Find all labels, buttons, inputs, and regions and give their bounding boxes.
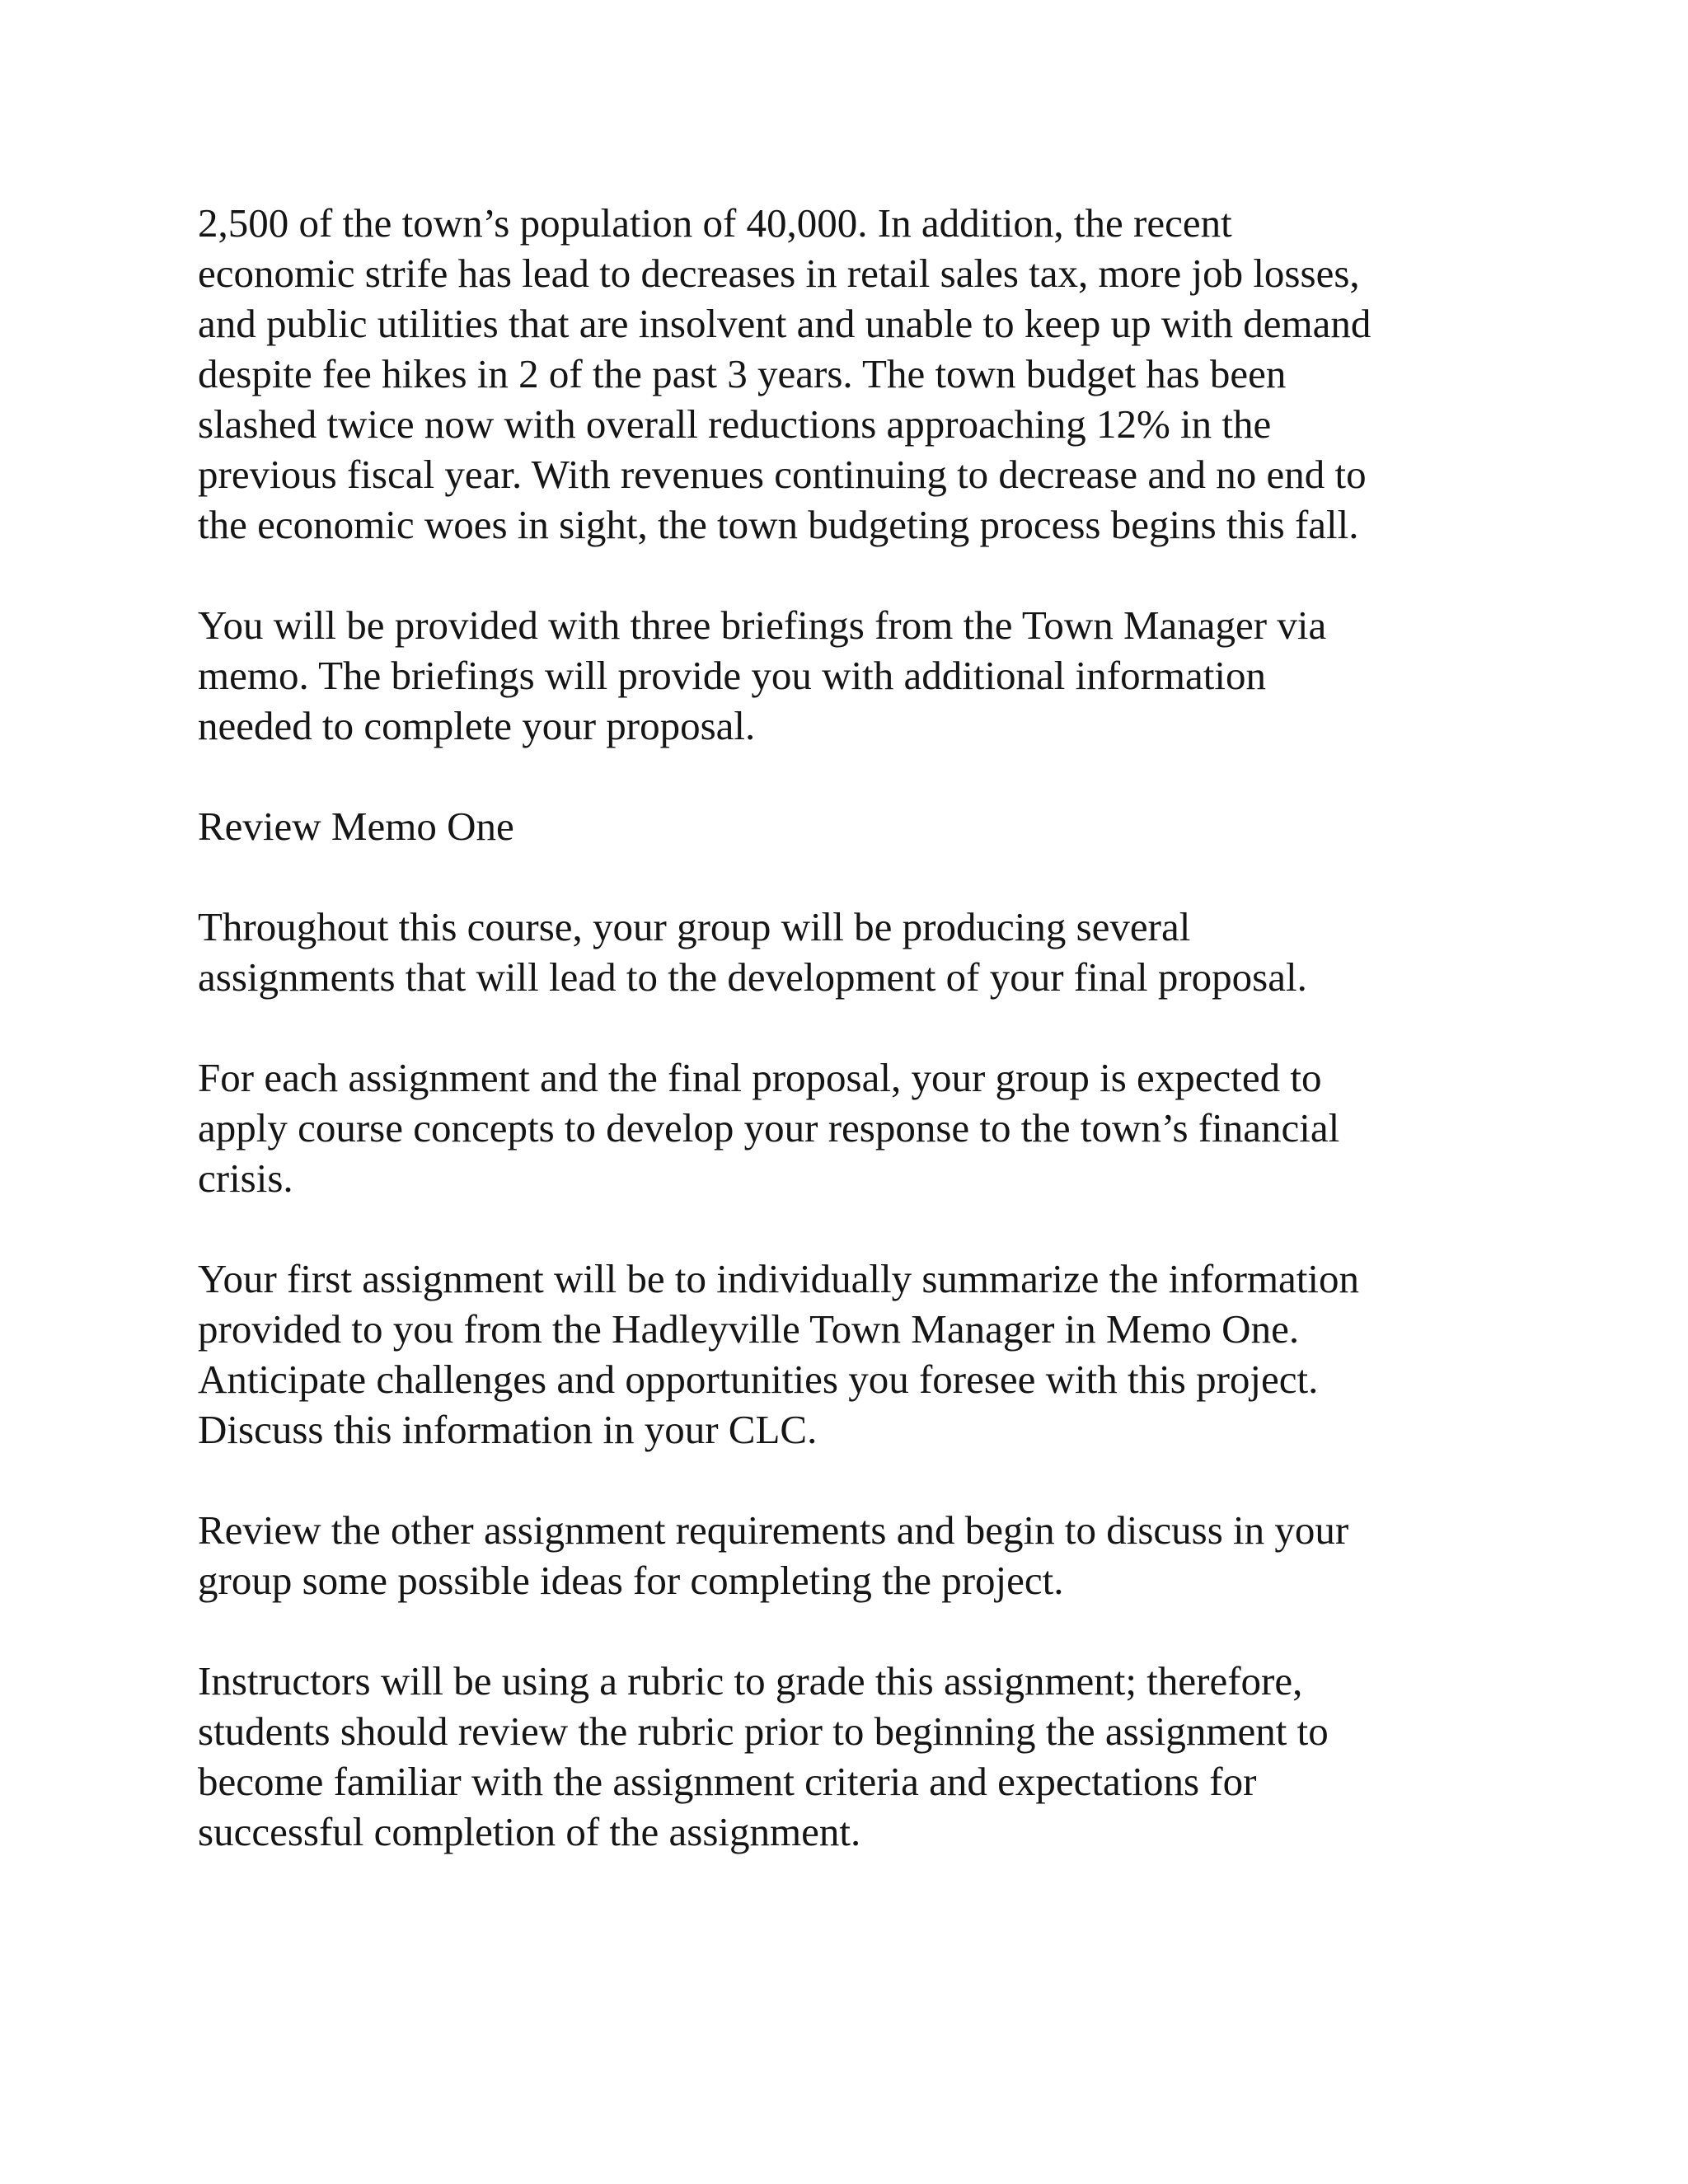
text-line: Instructors will be using a rubric to grade this assignment; therefore, xyxy=(198,1658,1303,1704)
text-line: memo. The briefings will provide you with additional information xyxy=(198,653,1267,698)
text-line: previous fiscal year. With revenues continuing to decrease and no end to xyxy=(198,452,1367,497)
paragraph-rubric xyxy=(198,1656,1500,1857)
text-line: economic strife has lead to decreases in retail sales tax, more job losses, xyxy=(198,251,1360,296)
text-line: students should review the rubric prior to beginning the assignment to xyxy=(198,1708,1329,1754)
text-line: Discuss this information in your CLC. xyxy=(198,1407,818,1452)
paragraph-spacer xyxy=(198,1203,1500,1254)
paragraph-first-assignment xyxy=(198,1254,1500,1455)
text-line: the economic woes in sight, the town budgeting process begins this fall. xyxy=(198,502,1359,547)
text-line: provided to you from the Hadleyville Town Manager in Memo One. xyxy=(198,1306,1300,1352)
text-line: and public utilities that are insolvent and unable to keep up with demand xyxy=(198,301,1372,346)
text-line: successful completion of the assignment. xyxy=(198,1809,861,1854)
text-line: despite fee hikes in 2 of the past 3 years. The town budget has been xyxy=(198,351,1287,396)
text-line: group some possible ideas for completing the project. xyxy=(198,1558,1064,1603)
document-body xyxy=(198,198,1500,1857)
paragraph-spacer xyxy=(198,550,1500,600)
text-line: apply course concepts to develop your response to the town’s financial xyxy=(198,1105,1340,1151)
text-line: needed to complete your proposal. xyxy=(198,703,756,748)
paragraph-spacer xyxy=(198,1002,1500,1052)
paragraph-spacer xyxy=(198,851,1500,902)
text-line: Anticipate challenges and opportunities you foresee with this project. xyxy=(198,1357,1319,1402)
text-line: Your first assignment will be to individually summarize the information xyxy=(198,1256,1360,1301)
text-line: become familiar with the assignment criteria and expectations for xyxy=(198,1759,1257,1804)
text-line: crisis. xyxy=(198,1155,293,1201)
paragraph-other-requirements xyxy=(198,1505,1500,1605)
paragraph-spacer xyxy=(198,751,1500,801)
text-line: For each assignment and the final proposal, your group is expected to xyxy=(198,1055,1322,1100)
text-line: assignments that will lead to the development of your final proposal. xyxy=(198,954,1307,1000)
paragraph-briefings xyxy=(198,600,1500,751)
paragraph-spacer xyxy=(198,1455,1500,1505)
text-line: Review the other assignment requirements and begin to discuss in your xyxy=(198,1507,1349,1553)
paragraph-course-concepts xyxy=(198,1052,1500,1203)
paragraph-course-assignments xyxy=(198,902,1500,1002)
paragraph-budget-context xyxy=(198,198,1500,550)
paragraph-spacer xyxy=(198,1605,1500,1656)
text-line: Throughout this course, your group will be producing several xyxy=(198,904,1191,949)
text-line: 2,500 of the town’s population of 40,000. In addition, the recent xyxy=(198,200,1232,246)
text-line: slashed twice now with overall reductions approaching 12% in the xyxy=(198,401,1272,447)
paragraph-review-memo-heading xyxy=(198,801,1500,851)
text-line: You will be provided with three briefings from the Town Manager via xyxy=(198,602,1327,648)
text-line: Review Memo One xyxy=(198,804,514,849)
